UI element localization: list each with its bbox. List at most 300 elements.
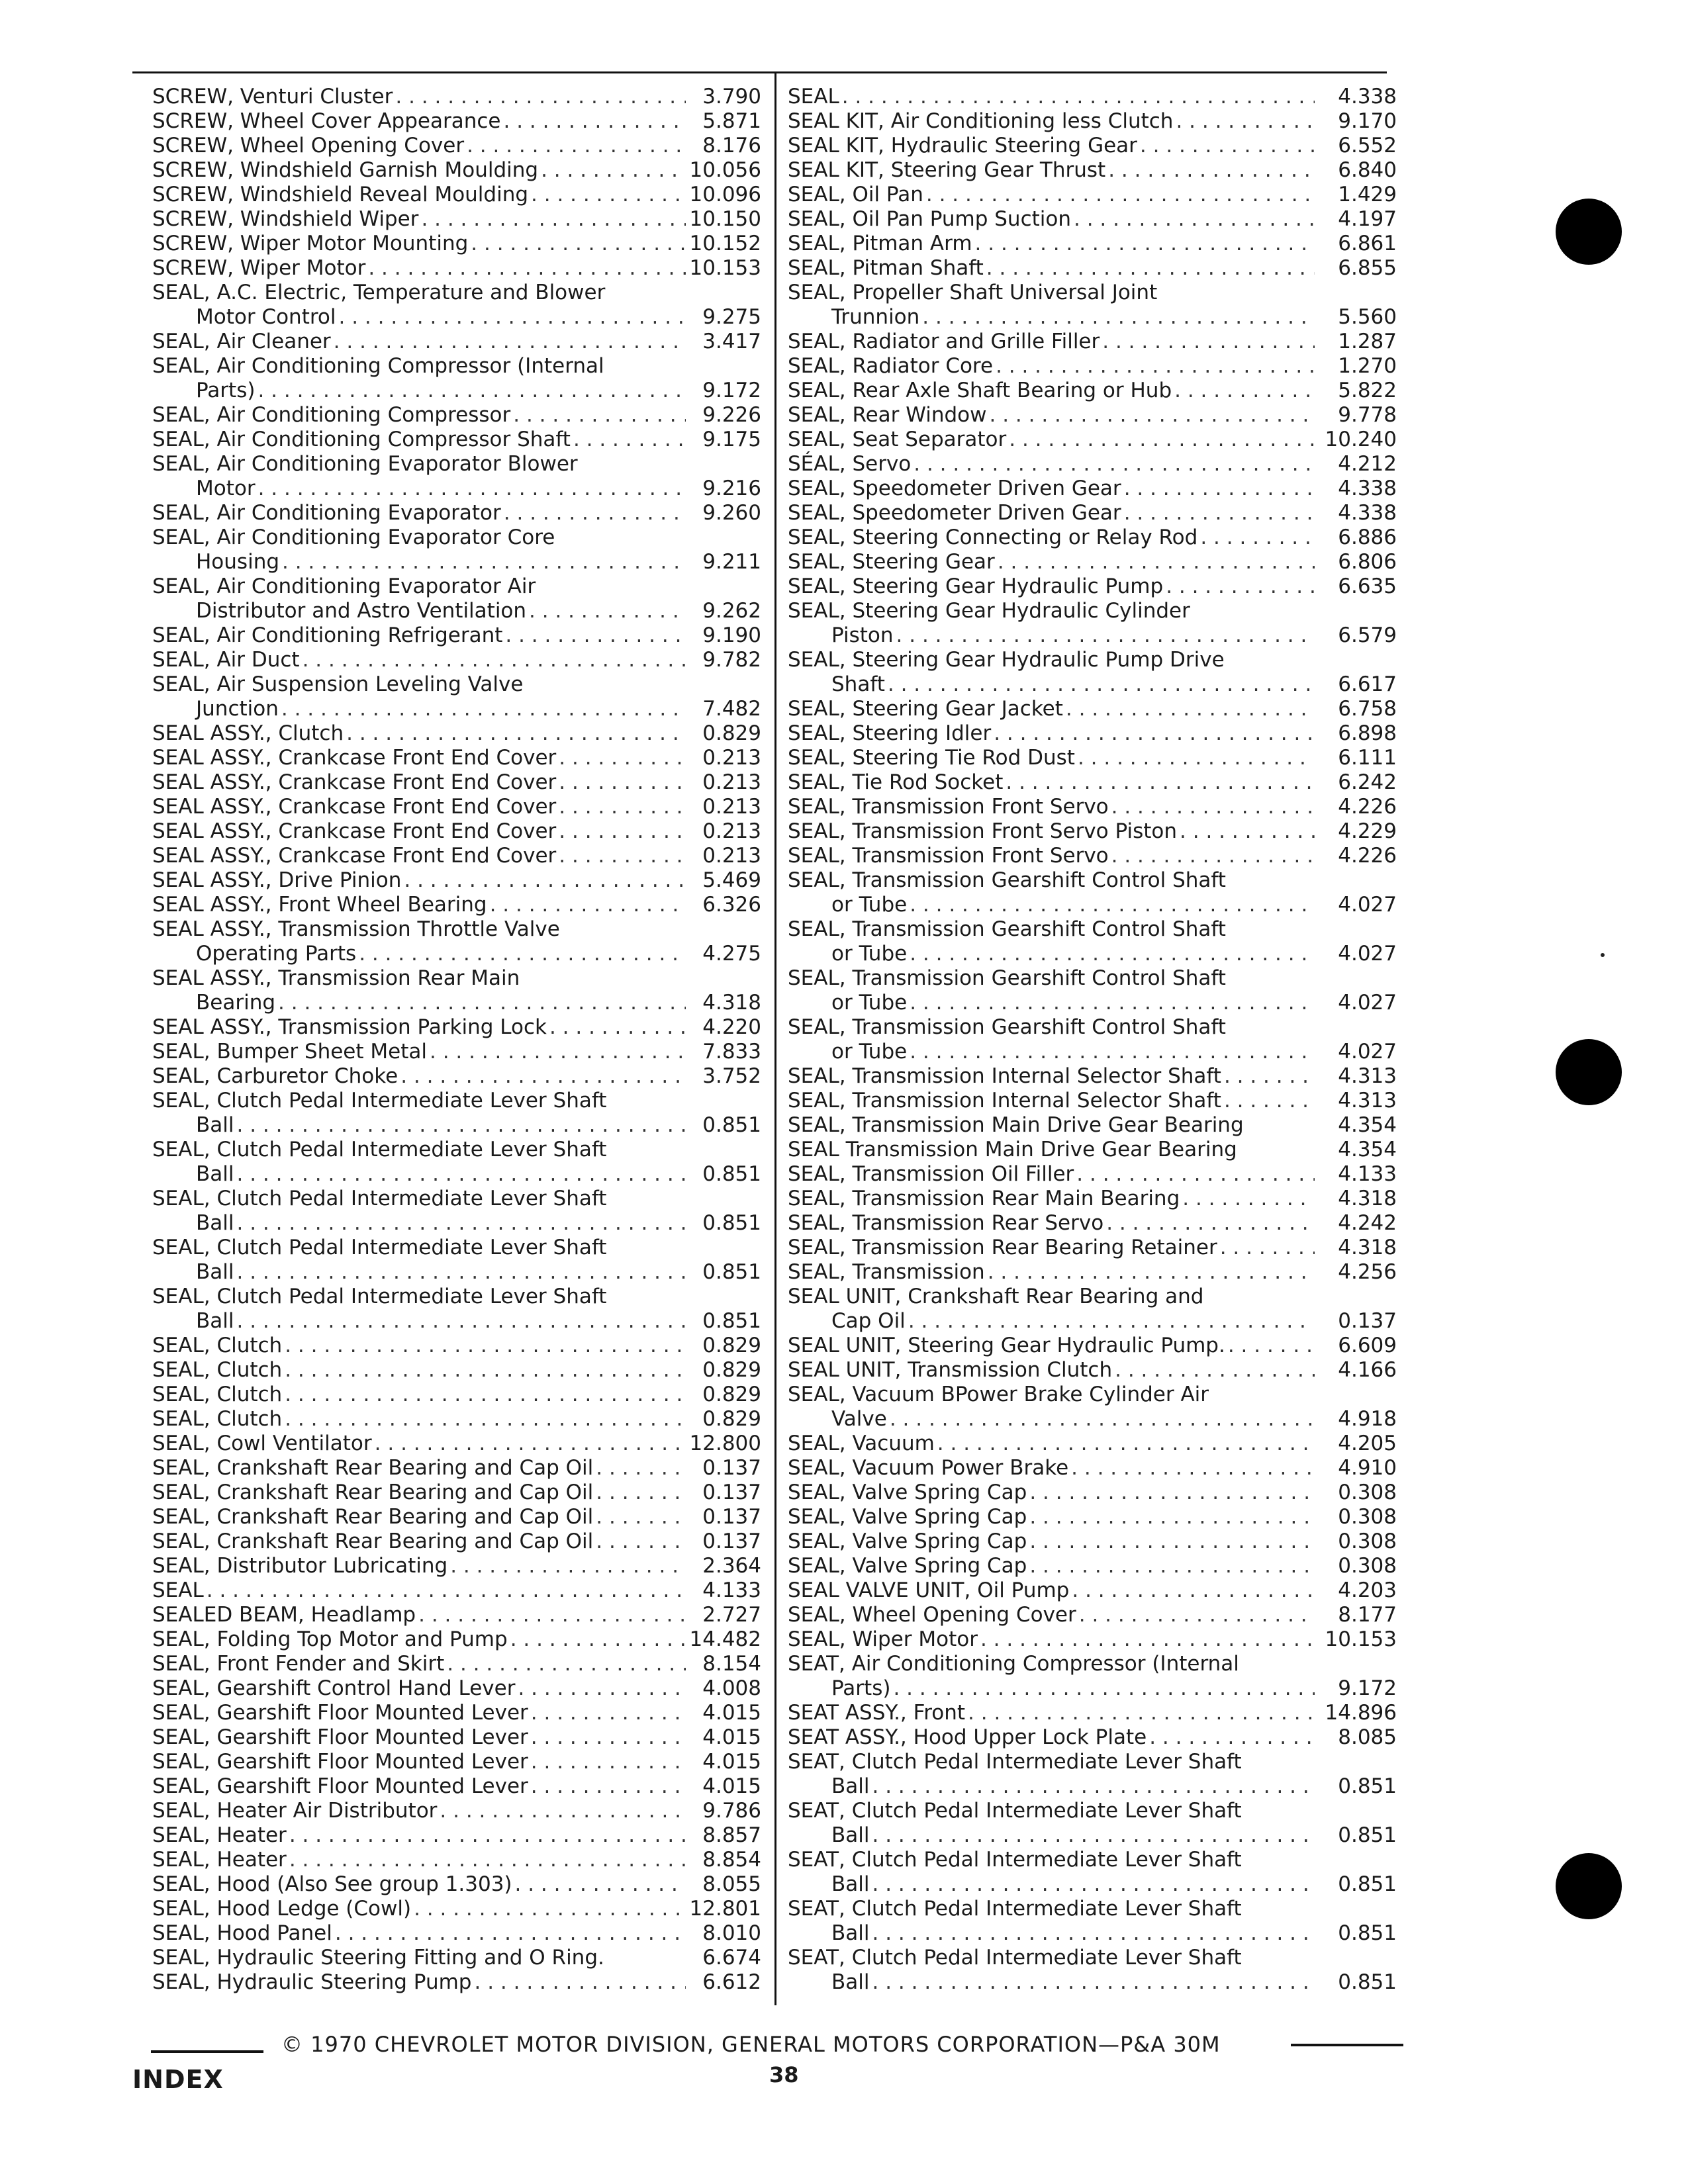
entry-title: SEAL, Air Conditioning Evaporator Core (152, 525, 555, 549)
index-entry (788, 1113, 1397, 1138)
group-number: 10.056 (689, 158, 761, 182)
dot-leader (450, 1554, 686, 1578)
entry-title-continued: Parts) (831, 1676, 891, 1700)
entry-title-continued: Bearing (196, 991, 276, 1015)
dot-leader (596, 1529, 686, 1554)
entry-title: SEAL, Transmission Internal Selector Shaft (788, 1064, 1221, 1088)
index-column-right (788, 85, 1397, 1995)
dot-leader (518, 1676, 686, 1701)
index-entry (788, 1529, 1397, 1554)
group-number: 2.364 (702, 1554, 761, 1578)
index-entry (788, 1383, 1397, 1432)
dot-leader (893, 1676, 1315, 1701)
dot-leader (531, 1774, 686, 1799)
group-number: 4.338 (1338, 85, 1397, 109)
dot-leader (258, 379, 686, 403)
index-entry (152, 1897, 761, 1921)
index-entry (152, 281, 761, 330)
entry-title: SEAL, Crankshaft Rear Bearing and Cap Oil (152, 1456, 594, 1480)
index-entry (152, 1015, 761, 1040)
index-entry (152, 1823, 761, 1848)
dot-leader (922, 305, 1315, 330)
group-number: 0.851 (702, 1162, 761, 1186)
group-number: 4.015 (702, 1774, 761, 1798)
entry-title: SEAL, Valve Spring Cap (788, 1480, 1027, 1504)
group-number: 6.898 (1338, 721, 1397, 745)
entry-title: SEAL, Wheel Opening Cover (788, 1603, 1076, 1627)
group-number: 8.854 (702, 1848, 761, 1872)
group-number: 10.150 (689, 207, 761, 231)
entry-title: SCREW, Windshield Reveal Moulding (152, 183, 529, 206)
dot-leader (1102, 330, 1315, 354)
index-entry (788, 648, 1397, 697)
entry-title-continued: Operating Parts (196, 942, 357, 966)
dot-leader (573, 428, 686, 452)
dot-leader (910, 1040, 1315, 1064)
dot-leader (515, 1872, 686, 1897)
index-entry (788, 85, 1397, 109)
dot-leader (890, 1407, 1315, 1432)
entry-title: SEAL, Steering Gear Hydraulic Pump (788, 574, 1164, 598)
entry-title: SEAL UNIT, Crankshaft Rear Bearing and (788, 1285, 1204, 1308)
dot-leader (1111, 844, 1315, 868)
dot-leader (285, 1334, 686, 1358)
index-entry (788, 574, 1397, 599)
entry-title: SEAL ASSY., Transmission Parking Lock (152, 1015, 547, 1039)
index-entry (788, 697, 1397, 721)
entry-title: SEAL, Air Conditioning Compressor (152, 403, 511, 427)
index-entry (788, 256, 1397, 281)
entry-title: SEAL, Transmission Oil Filler (788, 1162, 1074, 1186)
top-rule (132, 71, 1387, 73)
entry-title-continued: Ball (831, 1921, 870, 1945)
entry-title: SEAL, Clutch (152, 1383, 283, 1406)
group-number: 0.851 (1338, 1872, 1397, 1896)
entry-title: SEAL, Transmission Front Servo (788, 844, 1109, 868)
index-entry (152, 1187, 761, 1236)
dot-leader (986, 256, 1315, 281)
dot-leader (1124, 501, 1315, 525)
index-entry (788, 868, 1397, 917)
entry-title: SEAL, Transmission Gearshift Control Shaft (788, 868, 1226, 892)
entry-title: SCREW, Wiper Motor (152, 256, 366, 280)
group-number: 9.170 (1338, 109, 1397, 133)
entry-title: SEAL (788, 85, 839, 109)
group-number: 4.027 (1338, 1040, 1397, 1064)
group-number: 6.552 (1338, 134, 1397, 158)
index-entry (788, 1848, 1397, 1897)
index-entry (152, 1872, 761, 1897)
dot-leader (1106, 1211, 1315, 1236)
entry-title-continued: Motor Control (196, 305, 336, 329)
group-number: 4.133 (1338, 1162, 1397, 1186)
group-number: 0.308 (1338, 1480, 1397, 1504)
dot-leader (237, 1162, 686, 1187)
entry-title: SEAL, Hood Panel (152, 1921, 332, 1945)
entry-title: SEAL, Hydraulic Steering Fitting and O Ring. (152, 1946, 604, 1970)
dot-leader (207, 1578, 686, 1603)
entry-title: SEAL, Speedometer Driven Gear (788, 501, 1121, 525)
index-entry (788, 281, 1397, 330)
index-entry (152, 1750, 761, 1774)
group-number: 4.354 (1338, 1138, 1397, 1161)
dot-leader (994, 721, 1315, 746)
group-number: 10.153 (689, 256, 761, 280)
index-entry (788, 1897, 1397, 1946)
index-entry (788, 550, 1397, 574)
group-number: 0.829 (702, 1334, 761, 1357)
group-number: 14.482 (689, 1627, 761, 1651)
dot-leader (474, 1970, 686, 1995)
group-number: 9.211 (702, 550, 761, 574)
group-number: 8.176 (702, 134, 761, 158)
index-entry (788, 183, 1397, 207)
index-entry (788, 403, 1397, 428)
index-entry (152, 207, 761, 232)
group-number: 3.752 (702, 1064, 761, 1088)
group-number: 0.851 (1338, 1970, 1397, 1994)
index-entry (152, 1040, 761, 1064)
group-number: 4.226 (1338, 795, 1397, 819)
dot-leader (1176, 109, 1315, 134)
group-number: 4.318 (702, 991, 761, 1015)
group-number: 9.190 (702, 623, 761, 647)
index-entry (788, 501, 1397, 525)
dot-leader (281, 697, 686, 721)
index-entry (788, 477, 1397, 501)
entry-title: SEAL, Clutch (152, 1334, 283, 1357)
dot-leader (1006, 770, 1315, 795)
group-number: 9.262 (702, 599, 761, 623)
group-number: 14.896 (1325, 1701, 1397, 1725)
entry-title: SEAL (152, 1578, 204, 1602)
index-entry (152, 1236, 761, 1285)
dot-leader (549, 1015, 686, 1040)
index-entry (788, 330, 1397, 354)
binder-hole (1556, 199, 1622, 265)
section-label: INDEX (132, 2065, 224, 2094)
dot-leader (1066, 697, 1315, 721)
entry-title: SEAL ASSY., Clutch (152, 721, 344, 745)
entry-title: SEAL, Carburetor Choke (152, 1064, 399, 1088)
index-entry (788, 1505, 1397, 1529)
index-entry (152, 1456, 761, 1480)
group-number: 5.871 (702, 109, 761, 133)
index-entry (152, 232, 761, 256)
copyright-notice: © 1970 CHEVROLET MOTOR DIVISION, GENERAL MOTORS CORPORATION—P&A 30M (281, 2032, 1221, 2057)
entry-title: SEAL, Cowl Ventilator (152, 1432, 372, 1455)
group-number: 6.886 (1338, 525, 1397, 549)
index-entry (788, 1285, 1397, 1334)
group-number: 4.212 (1338, 452, 1397, 476)
dot-leader (1224, 1064, 1315, 1089)
index-entry (788, 1211, 1397, 1236)
entry-title: SEAT ASSY., Hood Upper Lock Plate (788, 1725, 1147, 1749)
group-number: 0.213 (702, 795, 761, 819)
group-number: 6.609 (1338, 1334, 1397, 1357)
group-number: 4.027 (1338, 991, 1397, 1015)
group-number: 8.857 (702, 1823, 761, 1847)
entry-title: SEAL, Gearshift Floor Mounted Lever (152, 1725, 528, 1749)
group-number: 4.242 (1338, 1211, 1397, 1235)
dot-leader (559, 795, 686, 819)
index-entry (152, 1407, 761, 1432)
dot-leader (541, 158, 686, 183)
index-entry (152, 1554, 761, 1578)
group-number: 4.220 (702, 1015, 761, 1039)
dot-leader (531, 1750, 686, 1774)
entry-title: SEAL, Front Fender and Skirt (152, 1652, 445, 1676)
dot-leader (998, 550, 1315, 574)
index-entry (788, 1627, 1397, 1652)
dot-leader (285, 1358, 686, 1383)
entry-title: SCREW, Wiper Motor Mounting (152, 232, 469, 255)
entry-title: SEAL, Tie Rod Socket (788, 770, 1004, 794)
entry-title: SEAT, Clutch Pedal Intermediate Lever Shaft (788, 1848, 1242, 1872)
entry-title: SEAL, Speedometer Driven Gear (788, 477, 1121, 500)
entry-title-continued: or Tube (831, 942, 908, 966)
group-number: 8.010 (702, 1921, 761, 1945)
group-number: 0.851 (702, 1309, 761, 1333)
group-number: 4.338 (1338, 501, 1397, 525)
entry-title: SEAL, Gearshift Floor Mounted Lever (152, 1750, 528, 1774)
entry-title: SEAL, Hood (Also See group 1.303) (152, 1872, 512, 1896)
dot-leader (237, 1113, 686, 1138)
group-number: 10.240 (1325, 428, 1397, 451)
index-entry (788, 1138, 1397, 1162)
dot-leader (888, 672, 1315, 697)
dot-leader (303, 648, 686, 672)
entry-title: SEAL, Rear Axle Shaft Bearing or Hub (788, 379, 1172, 402)
group-number: 6.861 (1338, 232, 1397, 255)
group-number: 4.318 (1338, 1236, 1397, 1259)
dot-leader (1072, 1578, 1315, 1603)
dot-leader (1108, 158, 1315, 183)
group-number: 4.313 (1338, 1089, 1397, 1113)
index-entry (152, 819, 761, 844)
group-number: 2.727 (702, 1603, 761, 1627)
entry-title: SEAL, Transmission Front Servo (788, 795, 1109, 819)
entry-title: SEAL, Radiator and Grille Filler (788, 330, 1100, 353)
entry-title: SEAL, Crankshaft Rear Bearing and Cap Oil (152, 1529, 594, 1553)
index-entry (152, 1946, 761, 1970)
group-number: 6.617 (1338, 672, 1397, 696)
index-entry (788, 844, 1397, 868)
entry-title-continued: Ball (831, 1823, 870, 1847)
entry-title: SEAL, Clutch Pedal Intermediate Lever Shaft (152, 1285, 607, 1308)
dot-leader (510, 1627, 686, 1652)
group-number: 0.851 (1338, 1921, 1397, 1945)
group-number: 4.015 (702, 1750, 761, 1774)
entry-title: SEAL, Heater Air Distributor (152, 1799, 438, 1823)
group-number: 0.213 (702, 746, 761, 770)
group-number: 0.137 (1338, 1309, 1397, 1333)
entry-title: SEAL, Folding Top Motor and Pump (152, 1627, 508, 1651)
dot-leader (421, 207, 686, 232)
index-entry (152, 1921, 761, 1946)
entry-title: SEAL ASSY., Front Wheel Bearing (152, 893, 487, 917)
index-entry (788, 109, 1397, 134)
dot-leader (404, 868, 686, 893)
group-number: 6.579 (1338, 623, 1397, 647)
dot-leader (1071, 1456, 1315, 1480)
entry-title-continued: Valve (831, 1407, 887, 1431)
index-entry (152, 1774, 761, 1799)
dot-leader (1079, 1603, 1315, 1627)
index-entry (788, 1236, 1397, 1260)
entry-title: SEAL, Hood Ledge (Cowl) (152, 1897, 412, 1921)
group-number: 6.758 (1338, 697, 1397, 721)
group-number: 9.778 (1338, 403, 1397, 427)
entry-title: SEAL, Transmission Rear Bearing Retainer (788, 1236, 1217, 1259)
entry-title: SEAL, Pitman Shaft (788, 256, 984, 280)
group-number: 10.152 (689, 232, 761, 255)
entry-title-continued: Piston (831, 623, 894, 647)
dot-leader (842, 85, 1315, 109)
dot-leader (1111, 795, 1315, 819)
dot-leader (910, 991, 1315, 1015)
dot-leader (926, 183, 1315, 207)
entry-title: SEAL, Rear Window (788, 403, 987, 427)
entry-title: SEAL ASSY., Crankcase Front End Cover (152, 770, 557, 794)
entry-title: SEAL KIT, Air Conditioning less Clutch (788, 109, 1174, 133)
group-number: 9.275 (702, 305, 761, 329)
group-number: 4.910 (1338, 1456, 1397, 1480)
entry-title: SEAL, Wiper Motor (788, 1627, 978, 1651)
entry-title: SEAL, Steering Gear Jacket (788, 697, 1063, 721)
index-entry (152, 1334, 761, 1358)
index-entry (152, 354, 761, 403)
group-number: 8.055 (702, 1872, 761, 1896)
entry-title: SEAL, Seat Separator (788, 428, 1007, 451)
group-number: 0.137 (702, 1505, 761, 1529)
entry-title: SEAL UNIT, Transmission Clutch (788, 1358, 1113, 1382)
page-number: 38 (769, 2062, 799, 2087)
group-number: 4.275 (702, 942, 761, 966)
dot-leader (1180, 819, 1315, 844)
entry-title: SEAL, Transmission Internal Selector Shaft (788, 1089, 1221, 1113)
dot-leader (531, 183, 686, 207)
index-entry (788, 354, 1397, 379)
entry-title: SEAL ASSY., Crankcase Front End Cover (152, 746, 557, 770)
group-number: 6.855 (1338, 256, 1397, 280)
index-entry (152, 1480, 761, 1505)
dot-leader (1029, 1480, 1315, 1505)
dot-leader (872, 1823, 1315, 1848)
entry-title: SEAL, Air Cleaner (152, 330, 331, 353)
dot-leader (505, 623, 686, 648)
entry-title: SEAL, Clutch (152, 1407, 283, 1431)
group-number: 4.203 (1338, 1578, 1397, 1602)
entry-title: SEAL, Transmission Gearshift Control Shaft (788, 966, 1226, 990)
entry-title: SEAL, Valve Spring Cap (788, 1529, 1027, 1553)
dot-leader (414, 1897, 686, 1921)
group-number: 4.205 (1338, 1432, 1397, 1455)
index-entry (152, 1064, 761, 1089)
entry-title: SEAL UNIT, Steering Gear Hydraulic Pump. (788, 1334, 1225, 1357)
dot-leader (375, 1432, 686, 1456)
entry-title: SEAL, Heater (152, 1823, 287, 1847)
dot-leader (471, 232, 686, 256)
group-number: 0.308 (1338, 1554, 1397, 1578)
index-entry (152, 1383, 761, 1407)
dot-leader (1174, 379, 1315, 403)
group-number: 4.133 (702, 1578, 761, 1602)
entry-title-continued: Ball (831, 1970, 870, 1994)
entry-title: SEAL, Air Duct (152, 648, 300, 672)
dot-leader (1166, 574, 1315, 599)
dot-leader (1009, 428, 1315, 452)
index-entry (788, 1064, 1397, 1089)
entry-title: SCREW, Wheel Cover Appearance (152, 109, 501, 133)
index-entry (152, 1138, 761, 1187)
index-entry (152, 85, 761, 109)
entry-title: SEAL, Air Conditioning Refrigerant (152, 623, 503, 647)
dot-leader (504, 109, 686, 134)
index-entry (788, 1946, 1397, 1995)
group-number: 9.786 (702, 1799, 761, 1823)
dot-leader (1029, 1554, 1315, 1578)
index-entry (152, 966, 761, 1015)
entry-title: SEAL, A.C. Electric, Temperature and Blower (152, 281, 606, 304)
dot-leader (359, 942, 686, 966)
entry-title: SEAL, Transmission Gearshift Control Shaft (788, 917, 1226, 941)
index-entry (152, 428, 761, 452)
index-entry (788, 795, 1397, 819)
group-number: 5.469 (702, 868, 761, 892)
entry-title: SEAT, Clutch Pedal Intermediate Lever Shaft (788, 1897, 1242, 1921)
binder-hole (1556, 1039, 1622, 1105)
group-number: 8.177 (1338, 1603, 1397, 1627)
index-entry (788, 1187, 1397, 1211)
dot-leader (334, 330, 686, 354)
group-number: 0.213 (702, 844, 761, 868)
entry-title: SEAL, Pitman Arm (788, 232, 972, 255)
dot-leader (1115, 1358, 1315, 1383)
group-number: 8.154 (702, 1652, 761, 1676)
dot-leader (418, 1603, 686, 1627)
group-number: 1.429 (1338, 183, 1397, 206)
dot-leader (529, 599, 686, 623)
dot-leader (996, 354, 1315, 379)
index-entry (788, 1578, 1397, 1603)
entry-title: SCREW, Venturi Cluster (152, 85, 393, 109)
index-entry (152, 134, 761, 158)
binder-hole (1556, 1853, 1622, 1919)
group-number: 10.153 (1325, 1627, 1397, 1651)
index-entry (152, 403, 761, 428)
group-number: 9.216 (702, 477, 761, 500)
entry-title: SEAL ASSY., Transmission Throttle Valve (152, 917, 560, 941)
index-entry (788, 428, 1397, 452)
dot-leader (467, 134, 686, 158)
index-column-left (152, 85, 761, 1995)
group-number: 0.137 (702, 1456, 761, 1480)
entry-title: SEAL, Crankshaft Rear Bearing and Cap Oil (152, 1505, 594, 1529)
column-divider (774, 73, 776, 2005)
entry-title-continued: Ball (831, 1774, 870, 1798)
entry-title: SEAL, Propeller Shaft Universal Joint (788, 281, 1158, 304)
group-number: 12.801 (689, 1897, 761, 1921)
entry-title: SEAT, Clutch Pedal Intermediate Lever Shaft (788, 1946, 1242, 1970)
dot-leader (335, 1921, 686, 1946)
dot-leader (490, 893, 686, 917)
index-entry (788, 599, 1397, 648)
entry-title: SEAL, Transmission Rear Servo (788, 1211, 1104, 1235)
group-number: 3.790 (702, 85, 761, 109)
entry-title: SEAL ASSY., Crankcase Front End Cover (152, 844, 557, 868)
index-entry (788, 746, 1397, 770)
